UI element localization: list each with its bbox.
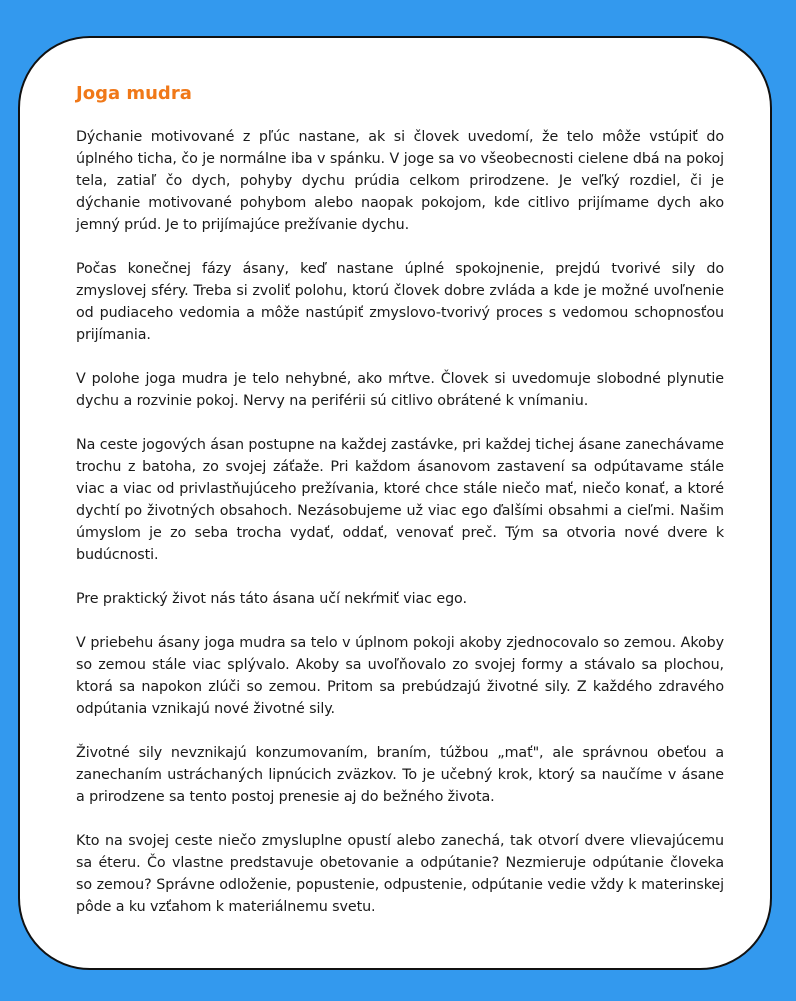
paragraph-8: Kto na svojej ceste niečo zmysluplne opustí alebo zanechá, tak otvorí dvere vlievajúcemu sa éteru. Čo vlastne predstavuje obetovanie a odpútanie? Nezmieruje odpútanie človeka so zemou? Správne odloženie, popustenie, odpustenie, odpútanie vedie vždy k materinskej pôde a ku vzťahom k materiálnemu svetu.	[76, 833, 724, 915]
content-card	[18, 36, 772, 970]
paragraph-5: Pre praktický život nás táto ásana učí nekŕmiť viac ego.	[76, 591, 467, 607]
paragraph-2: Počas konečnej fázy ásany, keď nastane úplné spokojnenie, prejdú tvorivé sily do zmyslovej sféry. Treba si zvoliť polohu, ktorú človek dobre zvláda a kde je možné uvoľnenie od pudiaceho vedomia a môže nastúpiť zmyslovo-tvorivý proces s vedomou schopnosťou prijímania.	[76, 261, 724, 343]
paragraph-6: V priebehu ásany joga mudra sa telo v úplnom pokoji akoby zjednocovalo so zemou. Akoby so zemou stále viac splývalo. Akoby sa uvoľňovalo zo svojej formy a stávalo sa plochou, ktorá sa napokon zlúči so zemou. Pritom sa prebúdzajú životné sily. Z každého zdravého odpútania vznikajú nové životné sily.	[76, 635, 724, 717]
paragraph-4: Na ceste jogových ásan postupne na každej zastávke, pri každej tichej ásane zanechávame trochu z batoha, zo svojej záťaže. Pri každom ásanovom zastavení sa odpútavame stále viac a viac od privlastňujúceho prežívania, ktoré chce stále niečo mať, niečo konať, a ktoré dychtí po životných obsahoch. Nezásobujeme už viac ego ďalšími obsahmi a cieľmi. Našim úmyslom je zo seba trocha vydať, oddať, venovať preč. Tým sa otvoria nové dvere k budúcnosti.	[76, 437, 724, 563]
paragraph-3: V polohe joga mudra je telo nehybné, ako mŕtve. Človek si uvedomuje slobodné plynutie dychu a rozvinie pokoj. Nervy na periférii sú citlivo obrátené k vnímaniu.	[76, 371, 724, 409]
document-title: Joga mudra	[76, 83, 192, 104]
paragraph-1: Dýchanie motivované z pľúc nastane, ak si človek uvedomí, že telo môže vstúpiť do úplného ticha, čo je normálne iba v spánku. V joge sa vo všeobecnosti cielene dbá na pokoj tela, zatiaľ čo dych, pohyby dychu prúdia celkom prirodzene. Je veľký rozdiel, či je dýchanie motivované pohybom alebo naopak pokojom, kde citlivo prijímame dych ako jemný prúd. Je to prijímajúce prežívanie dychu.	[76, 129, 724, 233]
paragraph-7: Životné sily nevznikajú konzumovaním, braním, túžbou „mať", ale správnou obeťou a zanechaním ustráchaných lipnúcich zväzkov. To je učebný krok, ktorý sa naučíme v ásane a prirodzene sa tento postoj prenesie aj do bežného života.	[76, 745, 724, 805]
document-body	[76, 82, 724, 940]
